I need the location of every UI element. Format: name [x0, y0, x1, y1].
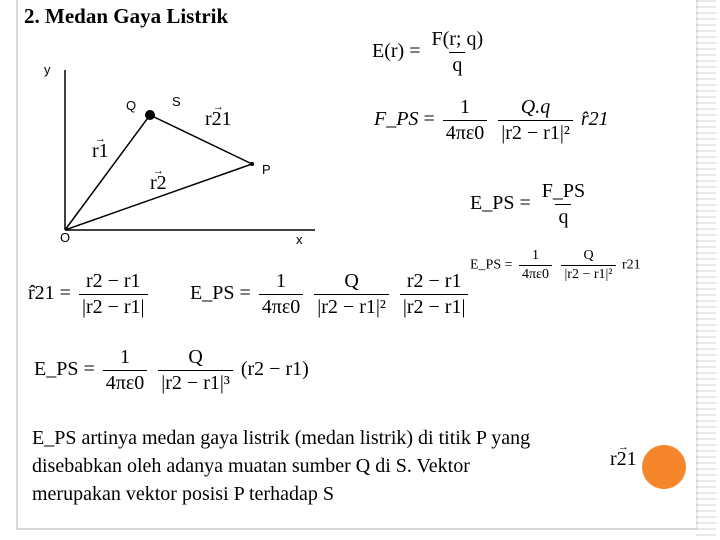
- vector-r21-line: [150, 115, 252, 164]
- decorative-circle: [642, 445, 686, 489]
- equation-e-ps-final: E_PS = $\frac{1}{4\pi\varepsilon 0}$ $\frac{Q}{\text{|r2 − r1|³}}$ (r2 − r1): [34, 346, 309, 394]
- equation-e-ps-definition: E_PS = $\frac{F\_PS}{q}$: [470, 180, 586, 228]
- paragraph-line-3: merupakan vektor posisi P terhadap S: [32, 483, 334, 505]
- equation-e-field: E(r) = $\frac{F(r; q)}{q}$: [372, 28, 484, 76]
- y-axis-label: y: [44, 62, 51, 77]
- decorative-rail: [696, 0, 716, 540]
- origin-label: O: [60, 230, 71, 245]
- equation-f-ps: F_PS = $\frac{1}{4\pi\varepsilon 0}$ $\frac{Q.q}{\text{|r2 − r1|²}}$ r̂21: [374, 96, 609, 144]
- r21-vector-label: → r21: [205, 108, 232, 131]
- equation-r21-unit: r̂21 = $\frac{r2 - r1}{|r2 - r1|}$: [28, 270, 151, 319]
- r21-symbol: → r21: [610, 448, 637, 471]
- slide-title: 2. Medan Gaya Listrik: [24, 4, 229, 28]
- paragraph-line-1: E_PS artinya medan gaya listrik (medan listrik) di titik P yang: [32, 427, 531, 449]
- paragraph-line-2: disebabkan oleh adanya muatan sumber Q di S. Vektor: [32, 455, 470, 477]
- r1-vector-label: → r1: [92, 140, 109, 163]
- equation-e-ps-small: E_PS = $\frac{1}{4\pi\varepsilon 0}$ $\frac{Q}{\text{|r2 − r1|²}}$ r21: [470, 248, 641, 282]
- charge-q-dot: [145, 110, 155, 120]
- equation-e-ps-mid: E_PS = $\frac{1}{4\pi\varepsilon 0}$ $\frac{Q}{\text{|r2 − r1|²}}$ $\frac{r2 - r1}{|r2 - r1|}$: [190, 270, 471, 319]
- point-p-label: P: [262, 162, 271, 177]
- x-axis-label: x: [296, 232, 303, 247]
- charge-q-label: Q: [126, 98, 137, 113]
- point-s-label: S: [172, 94, 181, 109]
- e-ps-symbol: E_PS: [32, 427, 77, 449]
- point-p-dot: [250, 162, 254, 166]
- r2-vector-label: → r2: [150, 172, 167, 195]
- vector-diagram: [40, 60, 330, 250]
- explanation-paragraph: [32, 424, 622, 508]
